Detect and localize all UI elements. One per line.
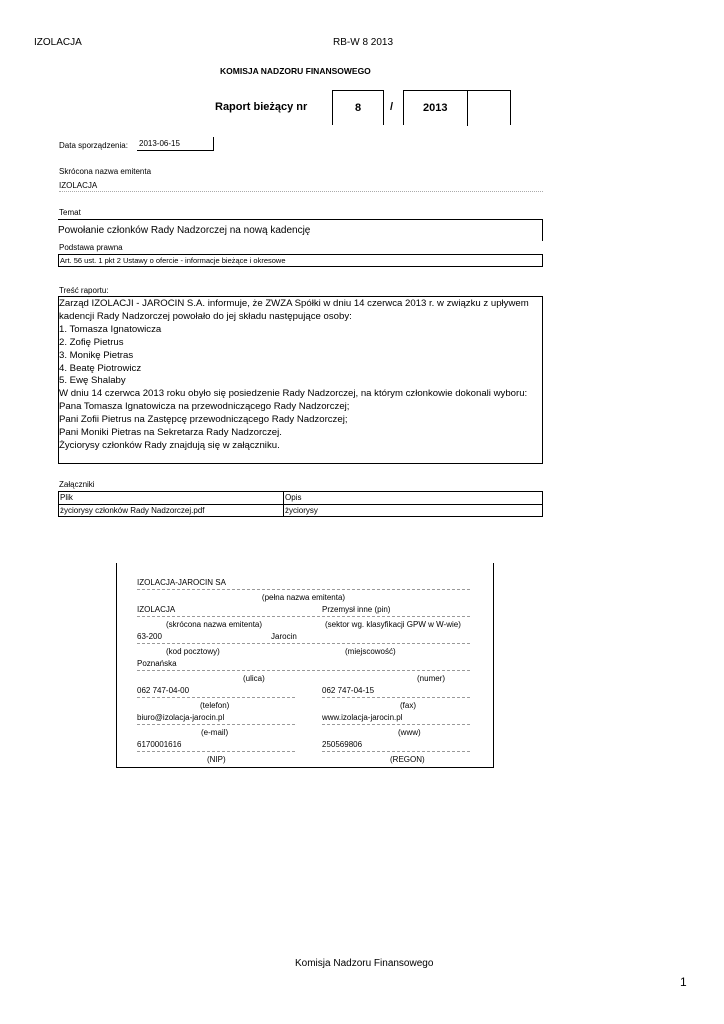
- date-field: [137, 137, 214, 151]
- commission-title: KOMISJA NADZORU FINANSOWEGO: [220, 66, 371, 76]
- line: [322, 697, 470, 698]
- company-phone: 062 747-04-00: [137, 686, 190, 695]
- report-label: Raport bieżący nr: [215, 101, 308, 113]
- line: [322, 724, 470, 725]
- www-caption: (www): [398, 728, 421, 737]
- content-line: 3. Monikę Pietras: [59, 349, 134, 361]
- line: [137, 616, 470, 617]
- date-label: Data sporządzenia:: [59, 141, 128, 150]
- company-fax: 062 747-04-15: [322, 686, 375, 695]
- content-line: 4. Beatę Piotrowicz: [59, 362, 142, 374]
- content-text: [59, 298, 539, 453]
- company-nip: 6170001616: [137, 740, 182, 749]
- email-caption: (e-mail): [201, 728, 229, 737]
- report-number-box: [332, 90, 384, 125]
- line: [137, 643, 470, 644]
- line: [137, 751, 295, 752]
- company-regon: 250569806: [322, 740, 363, 749]
- header-issuer: IZOLACJA: [34, 37, 82, 48]
- content-line: 5. Ewę Shalaby: [59, 375, 126, 387]
- number-caption: (numer): [417, 674, 446, 683]
- issuer-underline: [59, 191, 543, 192]
- line: [322, 751, 470, 752]
- company-www[interactable]: www.izolacja-jarocin.pl: [322, 713, 403, 722]
- page-number: 1: [680, 975, 687, 989]
- attachments-col-file: Plik: [60, 493, 73, 502]
- report-slash: /: [390, 101, 394, 113]
- sector-caption: (sektor wg. klasyfikacji GPW w W-wie): [325, 620, 461, 629]
- full-name-caption: (pełna nazwa emitenta): [261, 593, 346, 602]
- company-city: Jarocin: [271, 632, 297, 641]
- legal-basis-box: [58, 254, 543, 267]
- content-line: W dniu 14 czerwca 2013 roku obyło się posiedzenie Rady Nadzorczej, na którym członkowie dokonali wyboru:: [59, 388, 528, 400]
- line: [137, 670, 470, 671]
- company-email[interactable]: biuro@izolacja-jarocin.pl: [137, 713, 225, 722]
- phone-caption: (telefon): [200, 701, 230, 710]
- year-box-divider: [467, 91, 468, 126]
- footer-text: Komisja Nadzoru Finansowego: [295, 958, 434, 969]
- street-caption: (ulica): [243, 674, 265, 683]
- short-name-caption: (skrócona nazwa emitenta): [166, 620, 263, 629]
- content-line: 1. Tomasza Ignatowicza: [59, 323, 162, 335]
- report-number: 8: [354, 102, 362, 114]
- city-caption: (miejscowość): [345, 647, 396, 656]
- company-street: Poznańska: [137, 659, 177, 668]
- content-line: 2. Zofię Pietrus: [59, 336, 124, 348]
- attachments-col-divider: [283, 492, 284, 516]
- subject-box: [58, 219, 543, 241]
- attachments-table: [58, 491, 543, 517]
- report-year-box: [403, 90, 511, 125]
- attachments-col-desc: Opis: [285, 493, 302, 502]
- line: [137, 589, 470, 590]
- content-line: Zarząd IZOLACJI - JAROCIN S.A. informuje, że ZWZA Spółki w dniu 14 czerwca 2013 r. w związku z upływem: [59, 298, 529, 309]
- attachments-label: Załączniki: [59, 480, 95, 489]
- company-short-name: IZOLACJA: [137, 605, 176, 614]
- subject-value: Powołanie członków Rady Nadzorczej na nową kadencję: [58, 225, 311, 236]
- attachment-file-link[interactable]: życiorysy członków Rady Nadzorczej.pdf: [60, 506, 205, 515]
- postal-code-caption: (kod pocztowy): [166, 647, 220, 656]
- content-line: Pani Zofii Pietrus na Zastępcę przewodniczącego Rady Nadzorczej;: [59, 414, 348, 426]
- line: [137, 724, 295, 725]
- content-line: Życiorysy członków Rady znajdują się w załączniku.: [59, 439, 280, 451]
- regon-caption: (REGON): [390, 755, 425, 764]
- attachment-desc: życiorysy: [285, 506, 318, 515]
- fax-caption: (fax): [400, 701, 416, 710]
- company-full-name: IZOLACJA-JAROCIN SA: [137, 578, 226, 587]
- issuer-value: IZOLACJA: [59, 181, 98, 190]
- content-line: Pani Moniki Pietras na Sekretarza Rady Nadzorczej.: [59, 427, 282, 439]
- company-postal-code: 63-200: [137, 632, 162, 641]
- nip-caption: (NIP): [207, 755, 226, 764]
- attachments-row-divider: [59, 504, 542, 505]
- content-label: Treść raportu:: [59, 286, 109, 295]
- subject-label: Temat: [59, 208, 81, 217]
- header-report-id: RB-W 8 2013: [333, 37, 394, 48]
- legal-basis-label: Podstawa prawna: [59, 243, 123, 252]
- line: [137, 697, 295, 698]
- content-line: Pana Tomasza Ignatowicza na przewodniczącego Rady Nadzorczej;: [59, 401, 350, 413]
- company-sector: Przemysł inne (pin): [322, 605, 391, 614]
- date-value: 2013-06-15: [139, 139, 180, 148]
- issuer-label: Skrócona nazwa emitenta: [59, 167, 152, 176]
- content-line: kadencji Rady Nadzorczej powołało do jej składu następujące osoby:: [59, 310, 352, 322]
- legal-basis-value: Art. 56 ust. 1 pkt 2 Ustawy o ofercie - informacje bieżące i okresowe: [60, 256, 286, 265]
- report-year: 2013: [423, 102, 448, 114]
